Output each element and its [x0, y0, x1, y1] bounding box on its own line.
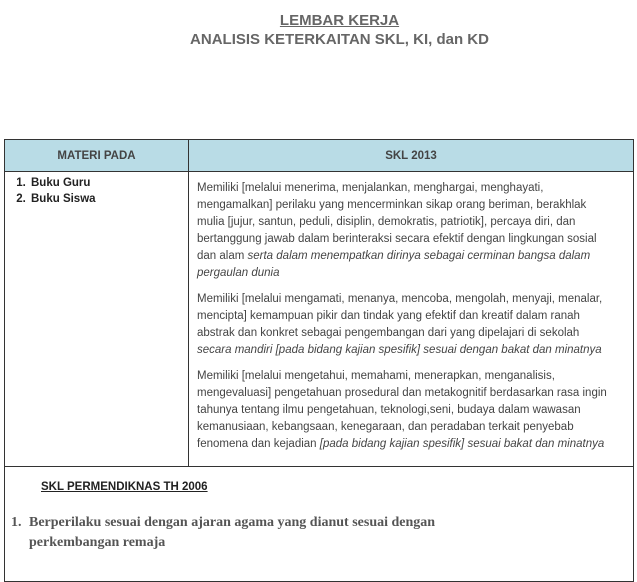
skl-paragraph	[197, 368, 615, 453]
skl-paragraph-italic: [pada bidang kajian spesifik] sesuai bakat dan minatnya	[319, 438, 605, 450]
skl-paragraph-italic: secara mandiri [pada bidang kajian spesifik] sesuai dengan bakat dan minatnya	[197, 344, 602, 356]
document-title: LEMBAR KERJA	[279, 12, 400, 29]
materi-item: 1. Buku Guru	[29, 175, 188, 191]
table-body-row	[5, 172, 634, 467]
permendiknas-item	[11, 513, 633, 553]
permendiknas-item-line2: perkembangan remaja	[29, 535, 166, 550]
skl-paragraph-text: Memiliki [melalui menerima, menjalankan, menghargai, menghayati, mengamalkan] perilaku yang mencerminkan sikap orang beriman, berakhlak mulia [jujur, santun, peduli, disiplin, demokratis, patriotik], percaya diri, dan bertanggung jawab dalam berinteraksi secara efektif dengan lingkungan sosial dan alam	[197, 182, 597, 262]
permendiknas-item-line1: Berperilaku sesuai dengan ajaran agama yang dianut sesuai dengan	[29, 515, 436, 530]
permendiknas-row	[5, 467, 634, 582]
header-skl: SKL 2013	[189, 140, 634, 172]
skl-paragraph-text: Memiliki [melalui mengamati, menanya, mencoba, mengolah, menyaji, menalar, mencipta] kemampuan pikir dan tindak yang efektif dan kreatif dalam ranah abstrak dan konkret sebagai pengembangan dari yang dipelajari di sekolah	[197, 293, 603, 339]
permendiknas-list	[11, 513, 633, 553]
materi-item: 2. Buku Siswa	[29, 191, 188, 207]
table-header-row	[5, 140, 634, 172]
skl-paragraph-italic: serta dalam menempatkan dirinya sebagai cerminan bangsa dalam pergaulan dunia	[197, 250, 591, 279]
permendiknas-cell	[5, 467, 634, 582]
analysis-table	[4, 139, 634, 582]
skl-cell	[189, 172, 634, 467]
document-subtitle: ANALISIS KETERKAITAN SKL, KI, dan KD	[190, 31, 489, 48]
document-header	[0, 12, 637, 49]
skl-paragraph	[197, 180, 615, 282]
permendiknas-title: SKL PERMENDIKNAS TH 2006	[41, 481, 208, 493]
skl-paragraph	[197, 291, 615, 359]
header-materi: MATERI PADA	[5, 140, 189, 172]
materi-cell	[5, 172, 189, 467]
materi-list	[5, 175, 188, 207]
permendiknas-item-number: 1.	[11, 515, 22, 530]
skl-paragraph-text: Memiliki [melalui mengetahui, memahami, menerapkan, menganalisis, mengevaluasi] pengetahuan prosedural dan metakognitif berdasarkan rasa ingin tahunya tentang ilmu pengetahuan, teknologi,seni, budaya dalam wawasan kemanusiaan, kebangsaan, kenegaraan, dan peradaban terkait penyebab fenomena dan kejadian	[197, 370, 607, 450]
